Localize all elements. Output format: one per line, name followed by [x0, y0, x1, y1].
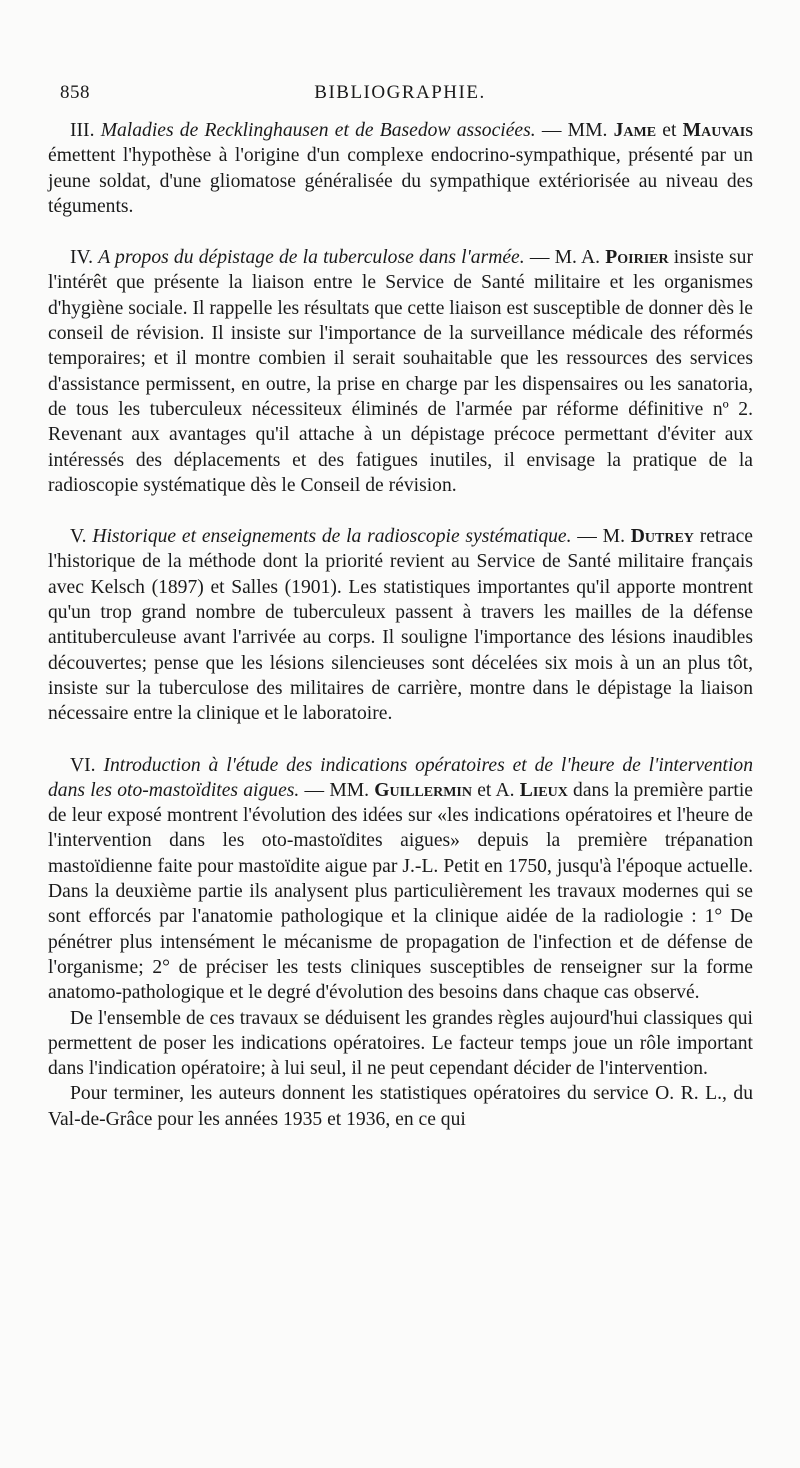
section-heading: Maladies de Recklinghausen et de Basedow associées.: [100, 120, 536, 141]
section-v: [48, 524, 753, 726]
section-paragraph: [48, 118, 753, 219]
section-iv: [48, 245, 753, 498]
author-name: Dutrey: [630, 526, 694, 548]
paragraph-text: Pour terminer, les auteurs donnent les statistiques opératoires du service O. R. L., du Val-de-Grâce pour les années 1935 et 1936, en ce qui: [48, 1083, 753, 1130]
section-vi: [48, 753, 753, 1132]
author-name: Jame: [613, 120, 657, 141]
section-paragraph: [48, 245, 753, 498]
author-name: Lieux: [519, 779, 568, 801]
section-numeral: III.: [70, 120, 95, 141]
paragraph-text: retrace l'historique de la méthode dont la priorité revient au Service de Santé militaire français avec Kelsch (1897) et Salles (1901). Les statistiques importantes qu'il apporte montrent qu'un trop grand nombre de tuberculeux passent à travers les mailles de la défense antituberculeuse avant l'arrivée au corps. Il souligne l'importance des lésions inaudibles découvertes; pense que les lésions silencieuses sont décelées six mois à un an plus tôt, insiste sur la tuberculose des militaires de carrière, montre dans le dépistage la liaison nécessaire entre la clinique et le laboratoire.: [48, 526, 753, 725]
section-numeral: IV.: [70, 247, 94, 269]
section-dash: — M. A.: [524, 247, 606, 269]
section-paragraph: [48, 524, 753, 726]
page-number: 858: [60, 82, 90, 103]
section-numeral: V.: [70, 526, 87, 548]
paragraph-text: insiste sur l'intérêt que présente la liaison entre le Service de Santé militaire et les organismes d'hygiène sociale. Il rappelle les résultats que cette liaison est susceptible de donner dès le conseil de révision. Il insiste sur l'importance de la surveillance médicale des réformés temporaires; et il montre combien il serait souhaitable que les ressources des services d'assistance permissent, en outre, la prise en charge par les dispensaires ou les sanatoria, de tous les tuberculeux nécessiteux éliminés de l'armée par réforme définitive nº 2. Revenant aux avantages qu'il attache à un dépistage précoce permettant d'éviter aux intéressés des déplacements et des fatigues inutiles, il envisage la pratique de la radioscopie systématique dès le Conseil de révision.: [48, 247, 753, 496]
section-dash: — MM.: [535, 120, 614, 141]
running-header: [60, 82, 740, 112]
author-name: Mauvais: [682, 120, 753, 141]
author-name: Poirier: [605, 247, 669, 269]
paragraph-text: De l'ensemble de ces travaux se déduisent les grandes règles aujourd'hui classiques qui permettent de poser les indications opératoires. Le facteur temps joue un rôle important dans l'indication opératoire; à lui seul, il ne peut cependant décider de l'intervention.: [48, 1007, 753, 1080]
section-heading: Historique et enseignements de la radioscopie systématique.: [92, 526, 572, 548]
section-dash: — M.: [571, 526, 631, 548]
author-connector: et A.: [472, 779, 520, 801]
section-iii: [48, 118, 753, 219]
section-dash: — MM.: [299, 779, 375, 801]
author-name: Guillermin: [374, 779, 472, 801]
section-heading: A propos du dépistage de la tuberculose dans l'armée.: [98, 247, 525, 269]
author-connector: et: [656, 120, 683, 141]
section-heading: Introduction à l'étude des indications opératoires et de l'heure de l'intervention dans les oto-mastoïdites aigues.: [48, 754, 753, 801]
running-title: BIBLIOGRAPHIE.: [314, 82, 486, 103]
paragraph-text: émettent l'hypothèse à l'origine d'un complexe endocrino-sympathique, présenté par un jeune soldat, d'une gliomatose généralisée du sympathique extériorisée au niveau des téguments.: [48, 145, 753, 217]
paragraph-text: dans la première partie de leur exposé montrent l'évolution des idées sur «les indications opératoires et l'heure de l'intervention dans les oto-mastoïdites aigues» depuis la première trépanation mastoïdienne faite pour mastoïdite aigue par J.-L. Petit en 1750, jusqu'à l'époque actuelle. Dans la deuxième partie ils analysent plus particulièrement les travaux modernes qui se sont efforcés par l'anatomie pathologique et la clinique aidée de la radiologie : 1° De pénétrer plus intensément le mécanisme de propagation de l'infection et de défense de l'organisme; 2° de préciser les tests cliniques susceptibles de renseigner sur la forme anatomo-pathologique et le degré d'évolution des besoins dans chaque cas observé.: [48, 779, 753, 1004]
section-numeral: VI.: [70, 754, 96, 776]
section-paragraph: [48, 753, 753, 1006]
text-body: [48, 118, 753, 1158]
